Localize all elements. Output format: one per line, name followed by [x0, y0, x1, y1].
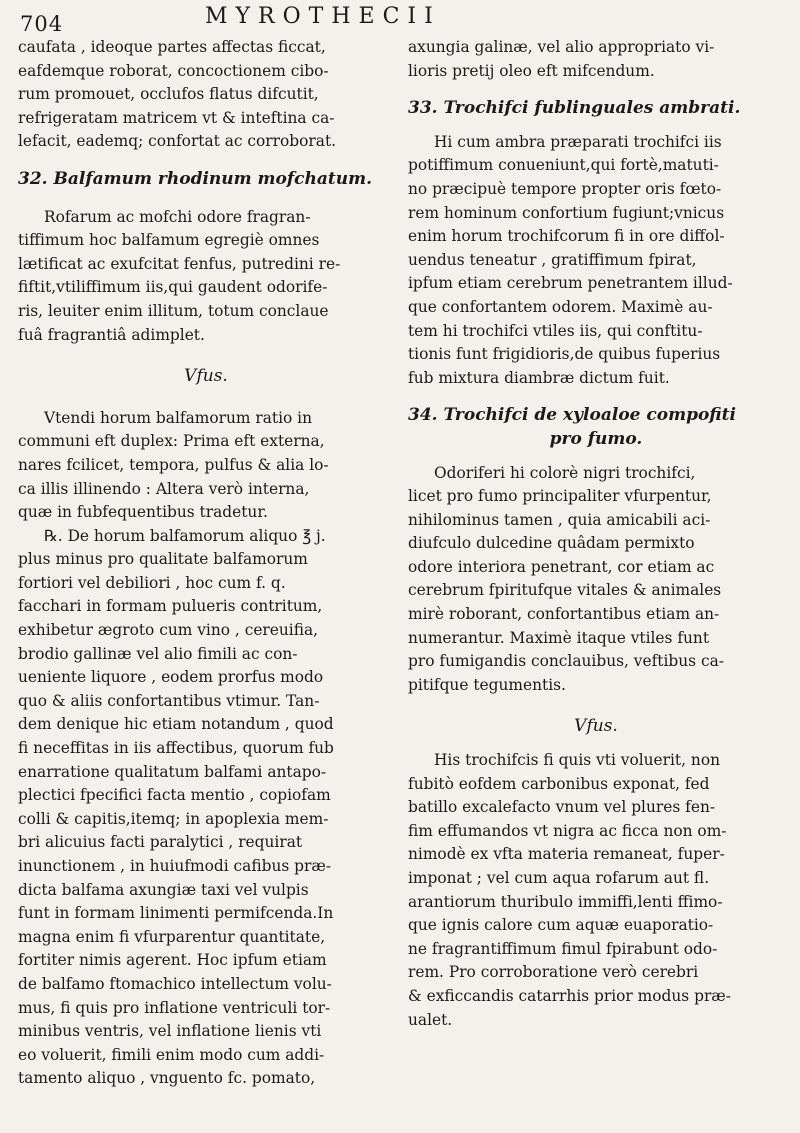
- page-number: 704: [20, 12, 64, 36]
- text-line: lefacit, eademq; confortat ac corroborat.: [18, 132, 337, 151]
- text-line: Hi cum ambra præparati trochifci iis: [434, 132, 722, 151]
- text-line: facchari in formam pulueris contritum,: [18, 597, 323, 616]
- text-line: nimodè ex vfta materia remaneat, fuper-: [408, 845, 725, 864]
- text-line: licet pro fumo principaliter vfurpentur,: [408, 487, 712, 506]
- text-line: que ignis calore cum aquæ euaporatio-: [408, 916, 714, 935]
- text-line: pro fumigandis conclauibus, veftibus ca-: [408, 652, 724, 671]
- text-line: Vtendi horum balfamorum ratio in: [44, 408, 312, 427]
- text-line: odore interiora penetrant, cor etiam ac: [408, 557, 715, 576]
- text-line: quo & aliis confortantibus vtimur. Tan-: [18, 691, 320, 710]
- text-line: plectici fpecifici facta mentio , copiofam: [18, 786, 331, 805]
- text-line: fortiori vel debiliori , hoc cum f. q.: [18, 573, 286, 592]
- text-line: fubitò eofdem carbonibus exponat, fed: [408, 774, 710, 793]
- text-line: tamento aliquo , vnguento fc. pomato,: [18, 1069, 316, 1088]
- text-line: rem. Pro corroboratione verò cerebri: [408, 963, 699, 982]
- text-line: de balfamo ftomachico intellectum volu-: [18, 974, 332, 993]
- text-line: Odoriferi hi colorè nigri trochifci,: [434, 463, 696, 482]
- text-line: nihilominus tamen , quia amicabili aci-: [408, 510, 711, 529]
- text-line: pitifque tegumentis.: [408, 675, 566, 694]
- text-line: Rofarum ac mofchi odore fragran-: [44, 207, 311, 226]
- left-column: [18, 36, 394, 1091]
- text-line: fortiter nimis agerent. Hoc ipfum etiam: [18, 951, 327, 970]
- text-line: ℞. De horum balfamorum aliquo ℥ j.: [44, 526, 326, 545]
- text-line: no præcipuè tempore propter oris fœto-: [408, 179, 722, 198]
- text-line: caufata , ideoque partes affectas ficcat,: [18, 38, 326, 56]
- text-line: ne fragrantiffimum fimul fpirabunt odo-: [408, 939, 718, 958]
- text-line: imponat ; vel cum aqua rofarum aut fl.: [408, 869, 710, 887]
- usage-heading: Vfus.: [184, 366, 228, 387]
- text-line: fub mixtura diambræ dictum fuit.: [408, 368, 670, 387]
- text-line: bri alicuius facti paralytici , requirat: [18, 833, 303, 852]
- running-title: MYROTHECII: [205, 4, 441, 29]
- text-line: eo voluerit, fimili enim modo cum addi-: [18, 1045, 325, 1064]
- text-line: refrigeratam matricem vt & inteftina ca-: [18, 108, 335, 127]
- text-line: arantiorum thuribulo immiffi,lenti ffimo-: [408, 892, 723, 911]
- right-column: [408, 36, 784, 1032]
- text-line: ris, leuiter enim illitum, totum conclaue: [18, 301, 329, 320]
- text-line: brodio gallinæ vel alio fimili ac con-: [18, 644, 298, 663]
- section-heading-34-cont: pro fumo.: [549, 428, 643, 449]
- text-line: nares fcilicet, tempora, pulfus & alia lo-: [18, 455, 329, 474]
- text-line: funt in formam linimenti permifcenda.In: [18, 904, 334, 923]
- text-line: que confortantem odorem. Maximè au-: [408, 297, 713, 316]
- text-line: His trochifcis fi quis vti voluerit, non: [434, 751, 720, 770]
- text-line: fiftit,vtiliffimum iis,qui gaudent odorife-: [18, 278, 328, 297]
- text-line: lætificat ac exufcitat fenfus, putredini re-: [18, 254, 341, 273]
- text-line: tionis funt frigidioris,de quibus fuperius: [408, 345, 721, 364]
- usage-heading: Vfus.: [574, 716, 618, 737]
- text-line: inunctionem , in huiufmodi cafibus præ-: [18, 857, 332, 875]
- text-line: dem denique hic etiam notandum , quod: [18, 715, 334, 734]
- text-line: ueniente liquore , eodem prorfus modo: [18, 668, 324, 687]
- text-line: minibus ventris, vel inflatione lienis vti: [18, 1022, 322, 1041]
- text-line: diufculo dulcedine quâdam permixto: [408, 534, 695, 553]
- text-line: plus minus pro qualitate balfamorum: [18, 550, 308, 569]
- text-line: rum promouet, occlufos flatus difcutit,: [18, 85, 319, 104]
- section-heading-34: 34. Trochifci de xyloaloe compofiti: [408, 405, 736, 426]
- text-line: colli & capitis,itemq; in apoplexia mem-: [18, 809, 329, 828]
- text-line: exhibetur ægroto cum vino , cereuifia,: [18, 621, 319, 640]
- text-line: dicta balfama axungiæ taxi vel vulpis: [18, 880, 309, 899]
- text-line: uendus teneatur , gratiffimum fpirat,: [408, 250, 697, 269]
- text-line: fim effumandos vt nigra ac ficca non om-: [408, 821, 727, 840]
- text-line: fi neceffitas in iis affectibus, quorum fub: [18, 739, 334, 758]
- text-line: enarratione qualitatum balfami antapo-: [18, 762, 327, 781]
- text-line: lioris pretij oleo eft mifcendum.: [408, 61, 655, 80]
- text-line: batillo excalefacto vnum vel plures fen-: [408, 798, 716, 817]
- text-line: mus, fi quis pro inflatione ventriculi tor-: [18, 998, 331, 1017]
- section-heading-32: 32. Balfamum rhodinum mofchatum.: [18, 168, 373, 189]
- text-line: communi eft duplex: Prima eft externa,: [18, 432, 325, 451]
- page-header: [20, 2, 780, 34]
- text-line: axungia galinæ, vel alio appropriato vi-: [408, 38, 715, 56]
- text-line: mirè roborant, confortantibus etiam an-: [408, 605, 720, 624]
- text-line: quæ in fubfequentibus tradetur.: [18, 503, 268, 522]
- text-line: tiffimum hoc balfamum egregiè omnes: [18, 231, 320, 250]
- text-line: ipfum etiam cerebrum penetrantem illud-: [408, 274, 733, 293]
- text-line: rem hominum confortium fugiunt;vnicus: [408, 203, 725, 222]
- text-line: enim horum trochifcorum fi in ore diffol-: [408, 227, 725, 246]
- text-line: magna enim fi vfurparentur quantitate,: [18, 927, 326, 946]
- text-line: ualet.: [408, 1010, 453, 1029]
- text-line: & exficcandis catarrhis prior modus præ-: [408, 986, 731, 1005]
- text-line: cerebrum fpiritufque vitales & animales: [408, 581, 722, 600]
- text-line: potiffimum conueniunt,qui fortè,matuti-: [408, 156, 719, 175]
- text-line: eafdemque roborat, concoctionem cibo-: [18, 61, 329, 80]
- text-line: fuâ fragrantiâ adimplet.: [18, 325, 205, 344]
- text-line: tem hi trochifci vtiles iis, qui conftitu-: [408, 321, 703, 340]
- section-heading-33: 33. Trochifci fublinguales ambrati.: [408, 98, 741, 119]
- text-line: ca illis illinendo : Altera verò interna,: [18, 479, 310, 498]
- text-line: numerantur. Maximè itaque vtiles funt: [408, 628, 710, 647]
